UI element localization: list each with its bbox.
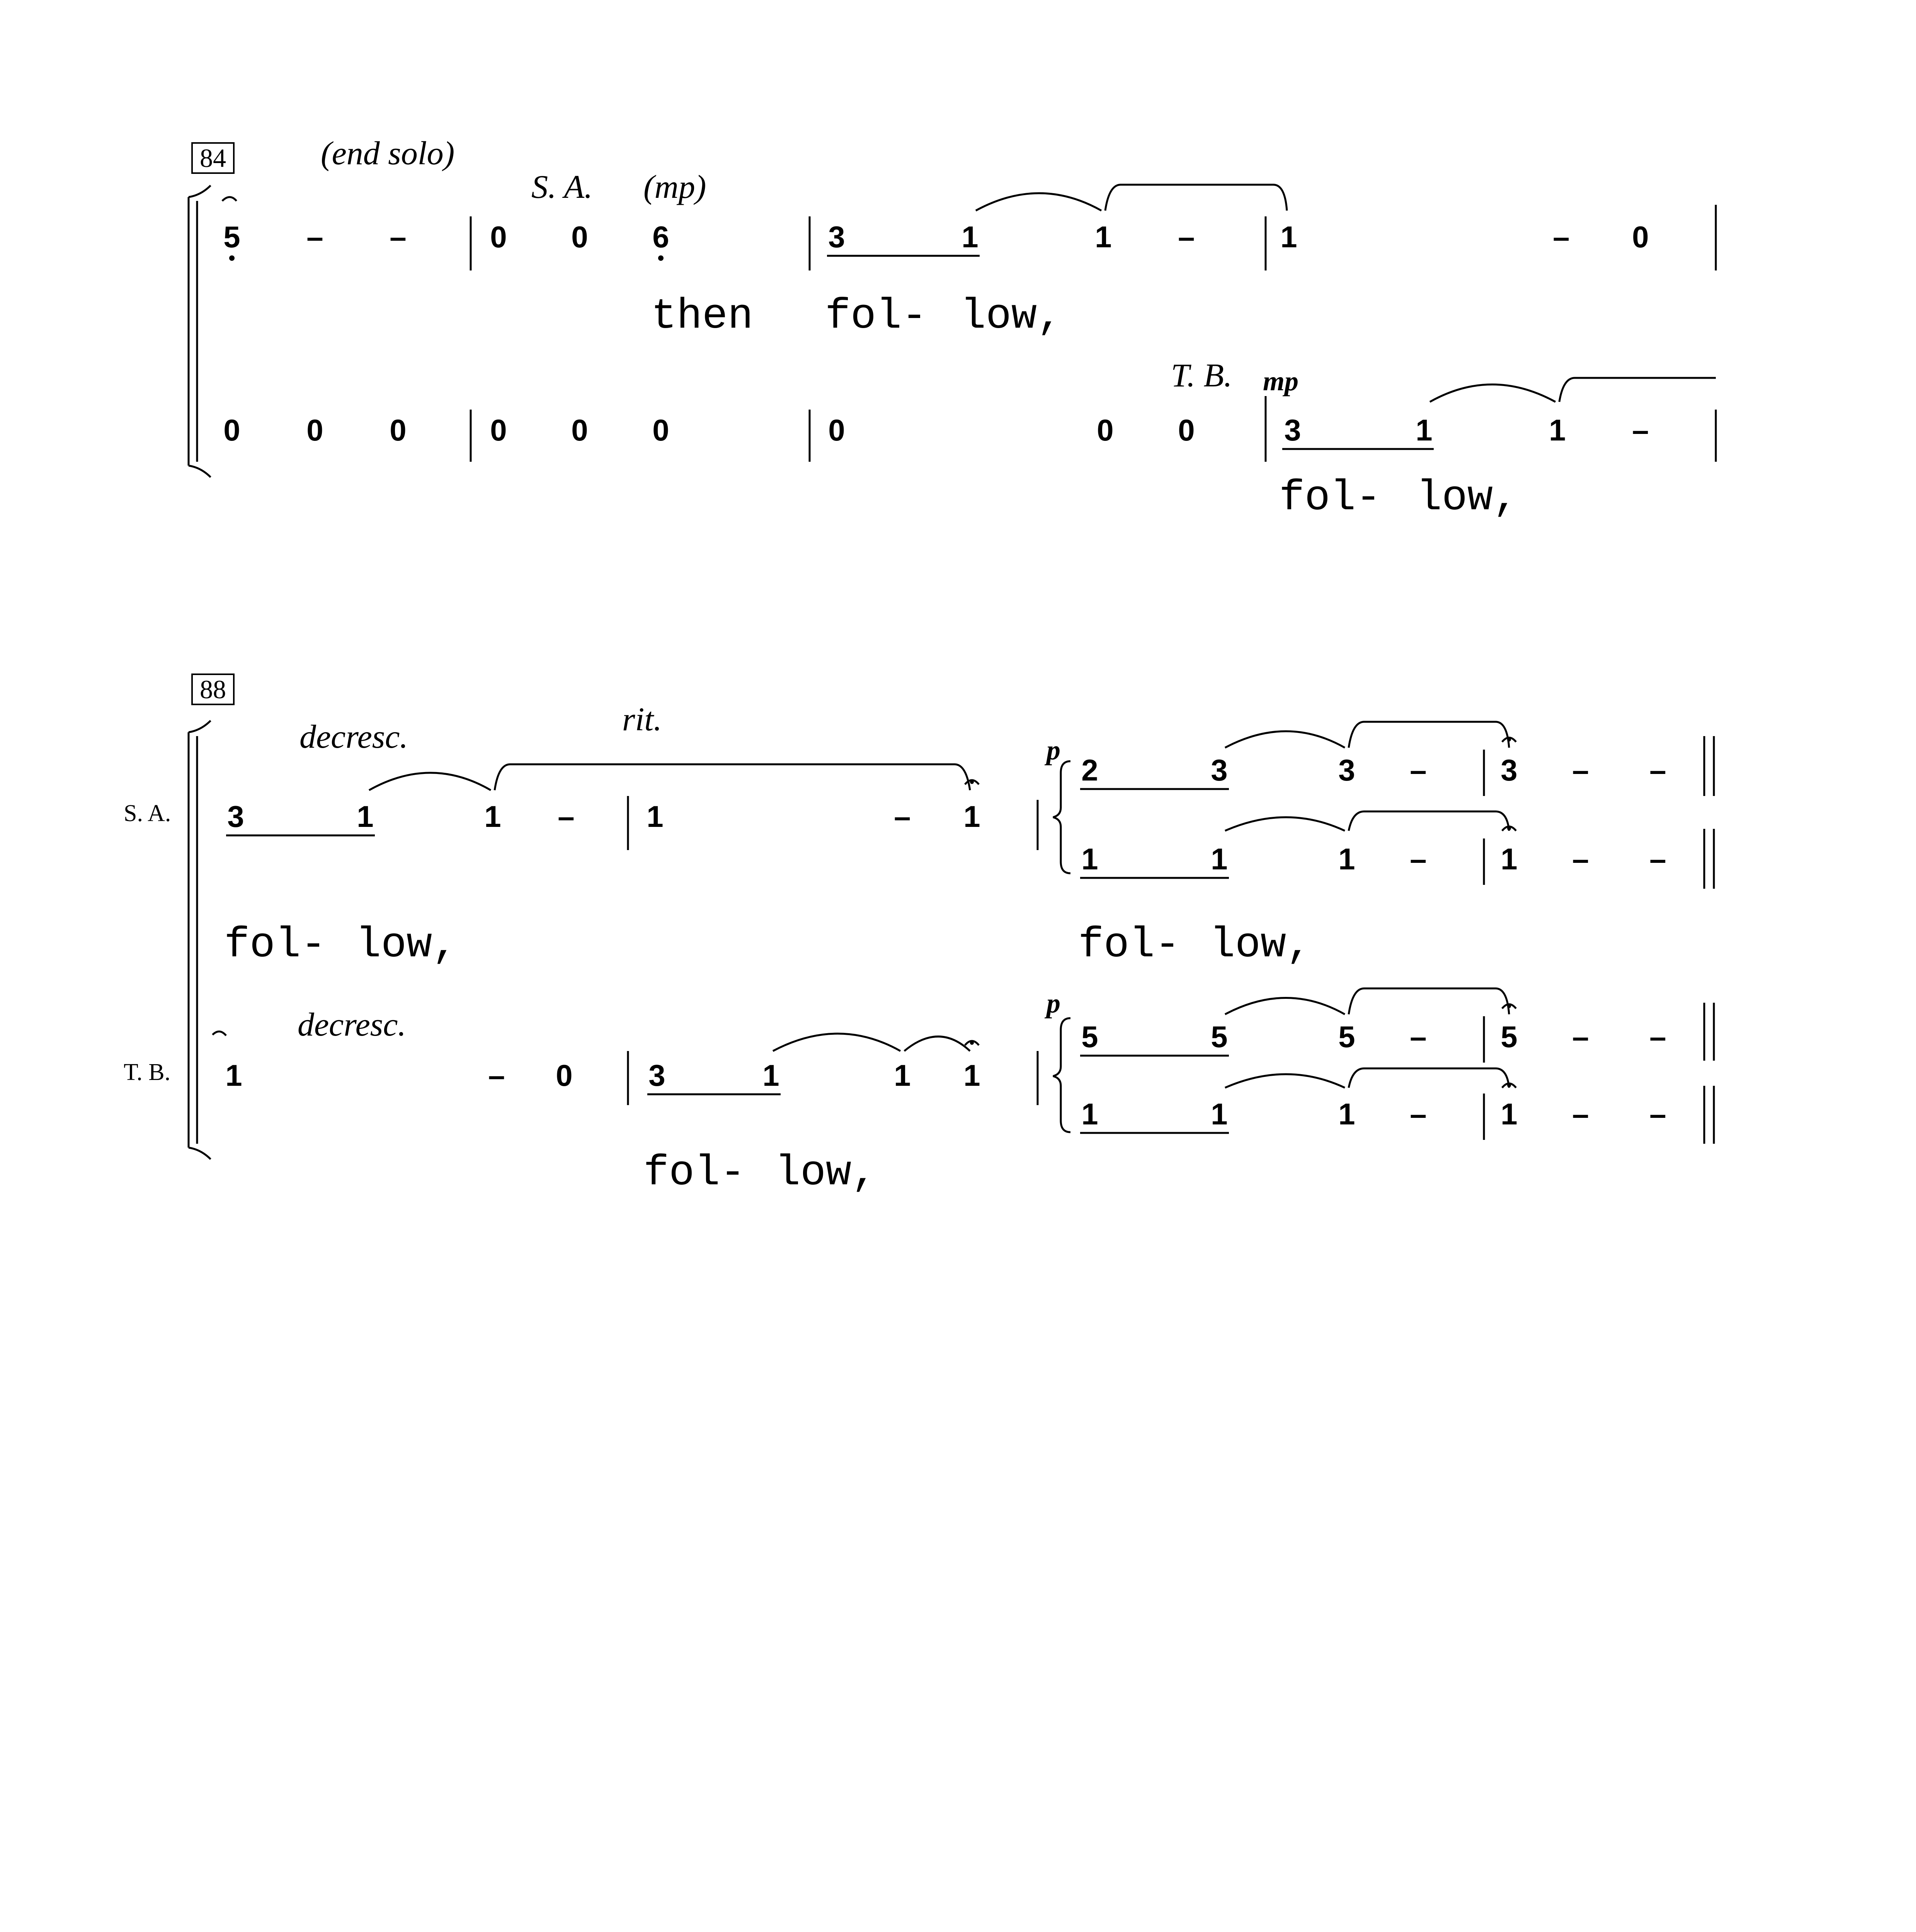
tie xyxy=(1225,817,1345,831)
dash: – xyxy=(1649,1097,1666,1131)
note: 1 xyxy=(1211,842,1228,876)
dash: – xyxy=(1649,753,1666,787)
note: 1 xyxy=(1095,220,1112,254)
lyric: low, xyxy=(1416,474,1519,522)
dash: – xyxy=(1572,1020,1589,1054)
note: 1 xyxy=(1501,1097,1518,1131)
note: 1 xyxy=(1081,842,1098,876)
decresc-sa: decresc. xyxy=(299,718,408,755)
rest: 0 xyxy=(828,413,845,447)
lyric: fol- xyxy=(1078,921,1181,969)
system-bracket xyxy=(189,197,197,466)
dash: – xyxy=(558,799,575,833)
measure-number: 88 xyxy=(200,675,226,704)
tie-end xyxy=(213,1031,226,1036)
divisi-brace xyxy=(1053,1018,1070,1132)
note: 5 xyxy=(1338,1020,1355,1054)
note: 1 xyxy=(1416,413,1433,447)
note: 1 xyxy=(357,799,374,833)
note: 1 xyxy=(1338,842,1355,876)
tie xyxy=(904,1037,970,1051)
note: 1 xyxy=(1338,1097,1355,1131)
note: 1 xyxy=(647,799,664,833)
dash: – xyxy=(894,799,911,833)
lyric: low, xyxy=(960,293,1063,341)
lyric: low, xyxy=(356,921,458,969)
dash: – xyxy=(1632,413,1649,447)
system-1 xyxy=(189,134,1716,522)
fermata-dot xyxy=(970,780,974,784)
dynamic-p-sa: p xyxy=(1046,735,1060,765)
rest: 0 xyxy=(490,220,507,254)
note: 3 xyxy=(1501,753,1518,787)
note: 3 xyxy=(828,220,845,254)
tie xyxy=(1225,1074,1345,1088)
lyric: low, xyxy=(1210,921,1312,969)
divisi-brace xyxy=(1053,761,1070,873)
note: 5 xyxy=(223,220,240,254)
tie xyxy=(1430,384,1555,402)
dash: – xyxy=(1572,753,1589,787)
dash: – xyxy=(1410,1020,1427,1054)
dynamic-mp-tb: mp xyxy=(1263,366,1299,396)
rest: 0 xyxy=(306,413,323,447)
rest: 0 xyxy=(571,220,588,254)
note: 1 xyxy=(1549,413,1566,447)
tie-continuing xyxy=(1559,378,1716,402)
measure-number: 84 xyxy=(200,143,226,173)
note: 1 xyxy=(1211,1097,1228,1131)
note: 1 xyxy=(1501,842,1518,876)
dash: – xyxy=(1649,1020,1666,1054)
decresc-tb: decresc. xyxy=(298,1006,406,1043)
dash: – xyxy=(1178,220,1195,254)
fermata-dot xyxy=(1507,738,1511,742)
note: 5 xyxy=(1211,1020,1228,1054)
rest: 0 xyxy=(1632,220,1649,254)
rest: 0 xyxy=(556,1058,573,1092)
tie xyxy=(1349,988,1509,1014)
tie xyxy=(773,1034,900,1051)
dash: – xyxy=(1649,842,1666,876)
tie xyxy=(1105,185,1287,211)
rest: 0 xyxy=(1178,413,1195,447)
dash: – xyxy=(1572,842,1589,876)
system-bracket xyxy=(189,732,197,1148)
note: 2 xyxy=(1081,753,1098,787)
rest: 0 xyxy=(223,413,240,447)
note: 6 xyxy=(652,220,669,254)
dash: – xyxy=(488,1058,505,1092)
note: 3 xyxy=(1338,753,1355,787)
tie xyxy=(976,193,1101,211)
lyric: fol- xyxy=(224,921,327,969)
fermata-dot xyxy=(1507,1004,1511,1008)
rest: 0 xyxy=(490,413,507,447)
tie-end xyxy=(222,197,237,201)
rest: 0 xyxy=(571,413,588,447)
part-label-sa: S. A. xyxy=(124,800,171,827)
tie xyxy=(369,773,491,790)
end-solo-direction: (end solo) xyxy=(321,134,455,172)
note: 1 xyxy=(963,1058,980,1092)
dash: – xyxy=(1410,753,1427,787)
note: 5 xyxy=(1501,1020,1518,1054)
fermata-dot xyxy=(970,1041,974,1045)
note: 1 xyxy=(894,1058,911,1092)
tie xyxy=(1349,722,1509,748)
lyric: fol- xyxy=(643,1149,746,1197)
note: 3 xyxy=(1211,753,1228,787)
dash: – xyxy=(1553,220,1570,254)
fermata-dot xyxy=(1507,827,1511,830)
dash: – xyxy=(306,220,323,254)
bracket-hooks xyxy=(189,185,211,477)
lyric: low, xyxy=(775,1149,877,1197)
note: 1 xyxy=(225,1058,242,1092)
dash: – xyxy=(1572,1097,1589,1131)
lyric: fol- xyxy=(1279,474,1382,522)
bracket-hooks xyxy=(189,721,211,1159)
tie xyxy=(1225,731,1345,748)
part-label-tb: T. B. xyxy=(1171,357,1232,394)
note: 1 xyxy=(484,799,501,833)
dash: – xyxy=(1410,1097,1427,1131)
tie xyxy=(1349,1068,1509,1088)
tie xyxy=(1225,998,1345,1015)
note: 1 xyxy=(1280,220,1297,254)
tie xyxy=(495,764,970,790)
rit-direction: rit. xyxy=(622,701,662,738)
part-label-sa: S. A. xyxy=(531,168,593,205)
note: 3 xyxy=(648,1058,665,1092)
dash: – xyxy=(1410,842,1427,876)
tie xyxy=(1349,811,1509,831)
lyric: then xyxy=(651,293,754,341)
note: 3 xyxy=(227,799,244,833)
lower-octave-dot xyxy=(658,255,664,261)
note: 3 xyxy=(1284,413,1301,447)
note: 1 xyxy=(963,799,980,833)
dash: – xyxy=(390,220,407,254)
fermata-dot xyxy=(1507,1083,1511,1087)
note: 1 xyxy=(961,220,978,254)
lyric: fol- xyxy=(825,293,927,341)
dynamic-mp-sa: (mp) xyxy=(643,168,706,205)
rest: 0 xyxy=(1097,413,1114,447)
system-2 xyxy=(124,674,1714,1197)
rest: 0 xyxy=(390,413,407,447)
lower-octave-dot xyxy=(229,255,235,261)
note: 1 xyxy=(762,1058,779,1092)
note: 5 xyxy=(1081,1020,1098,1054)
rest: 0 xyxy=(652,413,669,447)
dynamic-p-tb: p xyxy=(1046,988,1060,1019)
part-label-tb: T. B. xyxy=(124,1059,171,1085)
note: 1 xyxy=(1081,1097,1098,1131)
